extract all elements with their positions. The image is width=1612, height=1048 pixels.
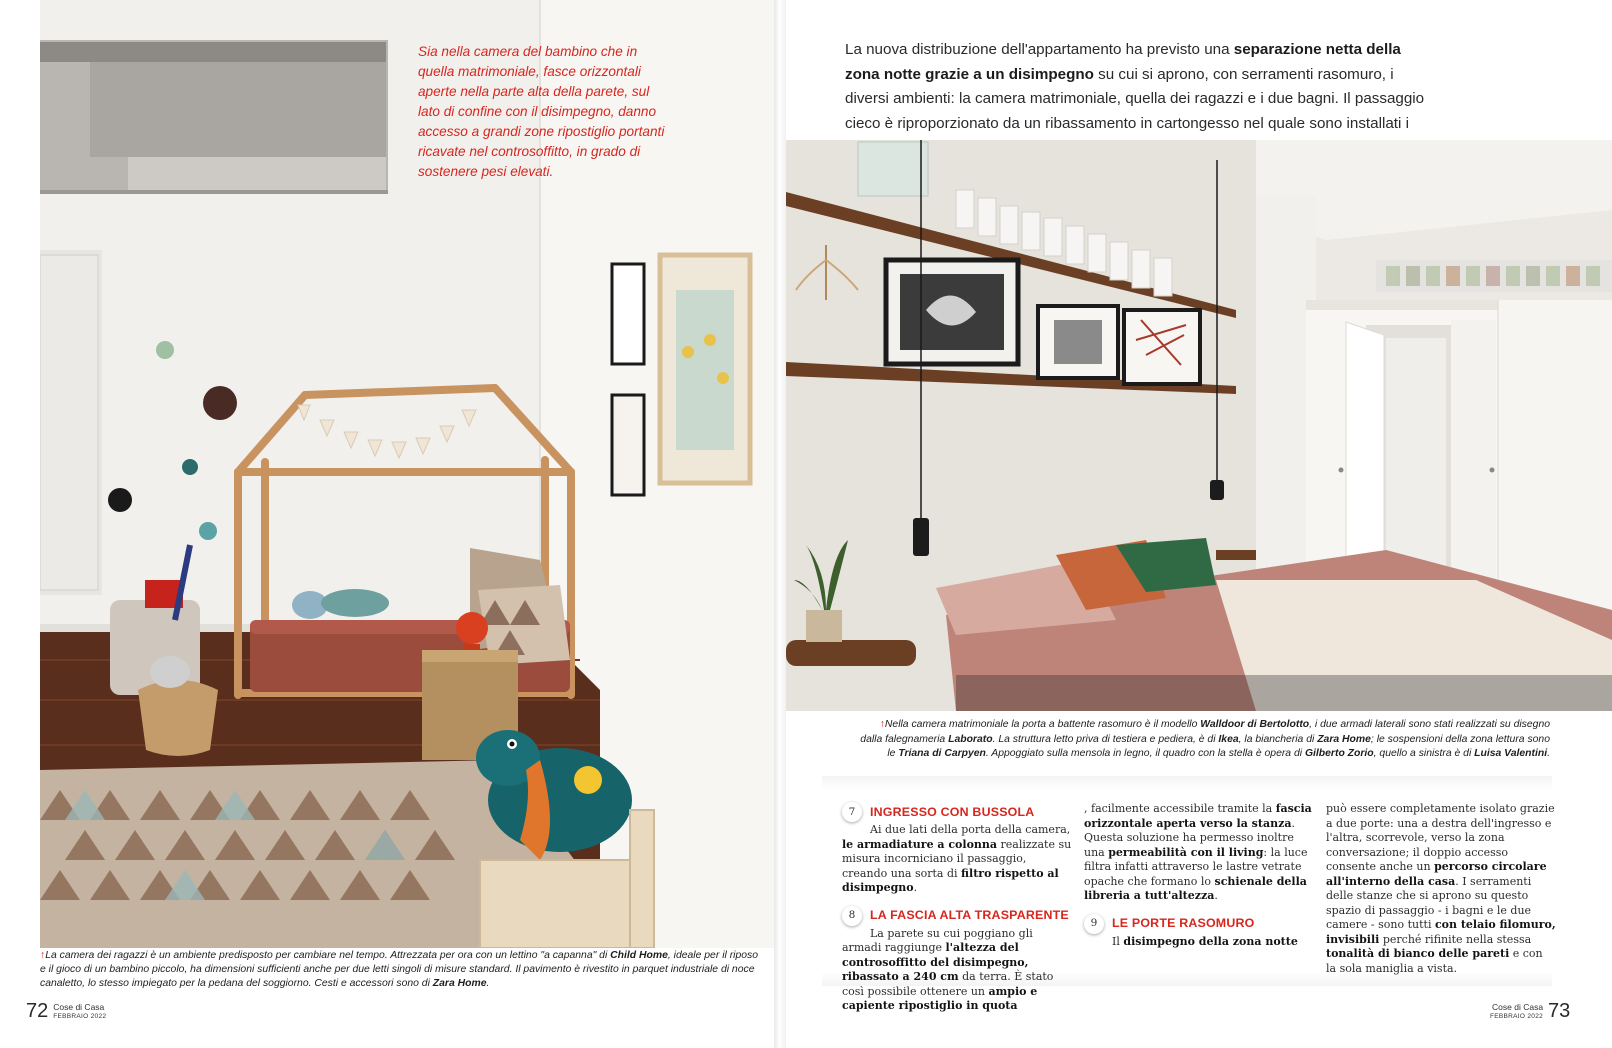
kids-room-caption xyxy=(40,949,760,991)
section-title: LE PORTE RASOMURO xyxy=(1112,916,1255,931)
master-bedroom-photo xyxy=(786,140,1612,711)
magazine-title: Cose di Casa xyxy=(53,1001,105,1012)
folio-left xyxy=(26,1000,106,1023)
body-bold: ampio e capiente ripostiglio in quota xyxy=(842,984,1038,1012)
body-text: perché rifinite nella stessa xyxy=(1379,932,1532,946)
caption-text: La camera dei ragazzi è un ambiente predisposto per cambiare nel tempo. Attrezzata per ora con un lettino "a capanna" di xyxy=(45,950,611,961)
caption-text: Nella camera matrimoniale la porta a battente rasomuro è il modello xyxy=(884,719,1201,730)
section-number-badge: 9 xyxy=(1084,914,1104,934)
caption-text: , quello a sinistra è di xyxy=(1373,748,1475,759)
body-bold: permeabilità con il living xyxy=(1108,845,1264,859)
folio-right xyxy=(1490,1000,1570,1023)
caption-brand: Child Home xyxy=(610,950,668,961)
page-number: 72 xyxy=(26,1000,49,1022)
caption-text: . xyxy=(486,978,490,989)
body-bold: filtro rispetto al disimpegno xyxy=(842,866,1059,894)
magazine-mark xyxy=(53,1003,106,1021)
arrow-up-icon: ↑ xyxy=(40,950,46,961)
page-gutter xyxy=(774,0,786,1048)
section-9 xyxy=(1084,914,1314,950)
caption-text: . La struttura letto priva di testiera e pediera, è di xyxy=(992,733,1219,745)
red-sidebar-caption: Sia nella camera del bambino che in quella matrimoniale, fasce orizzontali aperte nella parte alta della parete, sul lato di confine con il disimpegno, danno accesso a grandi zone ripostiglio portanti ricavate nel controsoffitto, in grado di sostenere pesi elevati. xyxy=(418,44,665,179)
section-7-header xyxy=(842,802,1072,822)
intro-text: La nuova distribuzione dell'appartamento ha previsto una xyxy=(845,41,1234,58)
body-bold: schienale della libreria a tutt'altezza xyxy=(1084,874,1307,902)
caption-text: , ideale per il riposo e il gioco di un bambino piccolo, ha dimensioni sufficienti anche per due letti singoli di misure standard. Il pavimento è rivestito in parquet industriale di noce canaletto, lo stesso impiegato per la pedana del soggiorno. Cesti e accessori sono di xyxy=(40,950,758,989)
body-text: da terra. È stato così possibile ottenere un xyxy=(842,970,1054,998)
body-bold: tonalità di bianco delle pareti xyxy=(1326,947,1510,960)
caption-text: . Appoggiato sulla mensola in legno, il quadro con la stella è opera di xyxy=(985,748,1305,759)
section-number-badge: 7 xyxy=(842,802,862,822)
body-text: realizzate su misura incorniciano il passaggio, creando una sorta di xyxy=(842,837,1072,880)
body-bold: disimpegno della zona notte xyxy=(1123,934,1298,948)
body-text: La parete su cui poggiano gli armadi raggiunge xyxy=(842,926,1033,954)
section-9-body-continued xyxy=(1326,802,1556,976)
caption-text: ; le sospensioni della zona lettura sono le xyxy=(887,733,1550,759)
arrow-up-icon: ↑ xyxy=(879,719,885,730)
left-page xyxy=(0,0,780,1048)
issue-date: FEBBRAIO 2022 xyxy=(53,1012,107,1020)
section-9-body xyxy=(1084,935,1314,950)
body-text: . xyxy=(1214,889,1218,902)
body-bold: l'altezza del controsoffitto del disimpegno, ribassato a 240 cm xyxy=(842,941,1029,983)
caption-brand: Ikea xyxy=(1218,733,1239,745)
body-text: . I serramenti delle stanze che si aprono su questo spazio di passaggio - i bagni e le due camere - sono tutti xyxy=(1326,874,1532,931)
caption-brand: Laborato xyxy=(948,733,993,745)
caption-text: . xyxy=(1547,748,1550,759)
caption-text: , la biancheria di xyxy=(1238,733,1318,745)
page-number: 73 xyxy=(1548,1000,1571,1022)
section-title: INGRESSO CON BUSSOLA xyxy=(870,804,1035,819)
magazine-title: Cose di Casa xyxy=(1492,1001,1544,1012)
caption-brand: Gilberto Zorio xyxy=(1304,748,1374,759)
body-bold: con telaio filomuro, invisibili xyxy=(1326,918,1556,946)
caption-brand: Triana di Carpyen xyxy=(898,748,986,759)
intro-text: su cui si aprono, con serramenti rasomuro, i diversi ambienti: la camera matrimoniale, quella dei ragazzi e i due bagni. Il passaggio cieco è riproporzionato da un ribassamento in cartongesso nel quale sono installati i xyxy=(845,65,1425,132)
notes-column-1 xyxy=(842,802,1072,1014)
notes-column-2 xyxy=(1084,802,1314,949)
caption-brand: Zara Home xyxy=(432,978,487,989)
section-7-body xyxy=(842,823,1072,896)
section-9-header xyxy=(1084,914,1314,934)
master-bedroom-illustration xyxy=(786,140,1612,711)
body-text: , facilmente accessibile tramite la xyxy=(1084,802,1276,815)
notes-column-3 xyxy=(1326,802,1556,976)
section-8 xyxy=(842,906,1072,1014)
section-number-badge: 8 xyxy=(842,906,862,926)
body-text: : la luce filtra infatti attraverso le lastre vetrate opache che formano lo xyxy=(1084,845,1308,888)
section-title: LA FASCIA ALTA TRASPARENTE xyxy=(870,908,1069,923)
magazine-mark xyxy=(1490,1003,1543,1021)
body-text: può essere completamente isolato grazie a due porte: una a destra dell'ingresso e l'altra, scorrevole, verso la zona conversazione; il doppio accesso consente anche un xyxy=(1326,802,1555,873)
caption-brand: Zara Home xyxy=(1317,733,1371,745)
body-bold: fascia orizzontale aperta verso la stanza xyxy=(1084,802,1312,830)
body-bold: le armadiature a colonna xyxy=(842,837,998,851)
body-text: Ai due lati della porta della camera, xyxy=(870,823,1071,836)
caption-brand: Walldoor di Bertolotto xyxy=(1200,719,1310,730)
issue-date: FEBBRAIO 2022 xyxy=(1490,1012,1544,1020)
body-text: e con la sola maniglia a vista. xyxy=(1326,947,1543,975)
body-text: . Questa soluzione ha permesso inoltre una xyxy=(1084,816,1295,859)
section-7 xyxy=(842,802,1072,896)
intro-highlight: separazione netta della zona notte grazie a un disimpegno xyxy=(845,41,1401,83)
section-8-body-continued xyxy=(1084,802,1314,904)
caption-brand: Luisa Valentini xyxy=(1474,748,1548,759)
section-8-body xyxy=(842,927,1072,1014)
master-bedroom-caption xyxy=(860,718,1550,762)
caption-text: , i due armadi laterali sono stati realizzati su disegno dalla falegnameria xyxy=(860,719,1550,745)
body-text: . xyxy=(913,881,918,894)
body-bold: percorso circolare all'interno della casa xyxy=(1326,860,1547,888)
section-8-header xyxy=(842,906,1072,926)
body-text: Il xyxy=(1112,934,1124,948)
